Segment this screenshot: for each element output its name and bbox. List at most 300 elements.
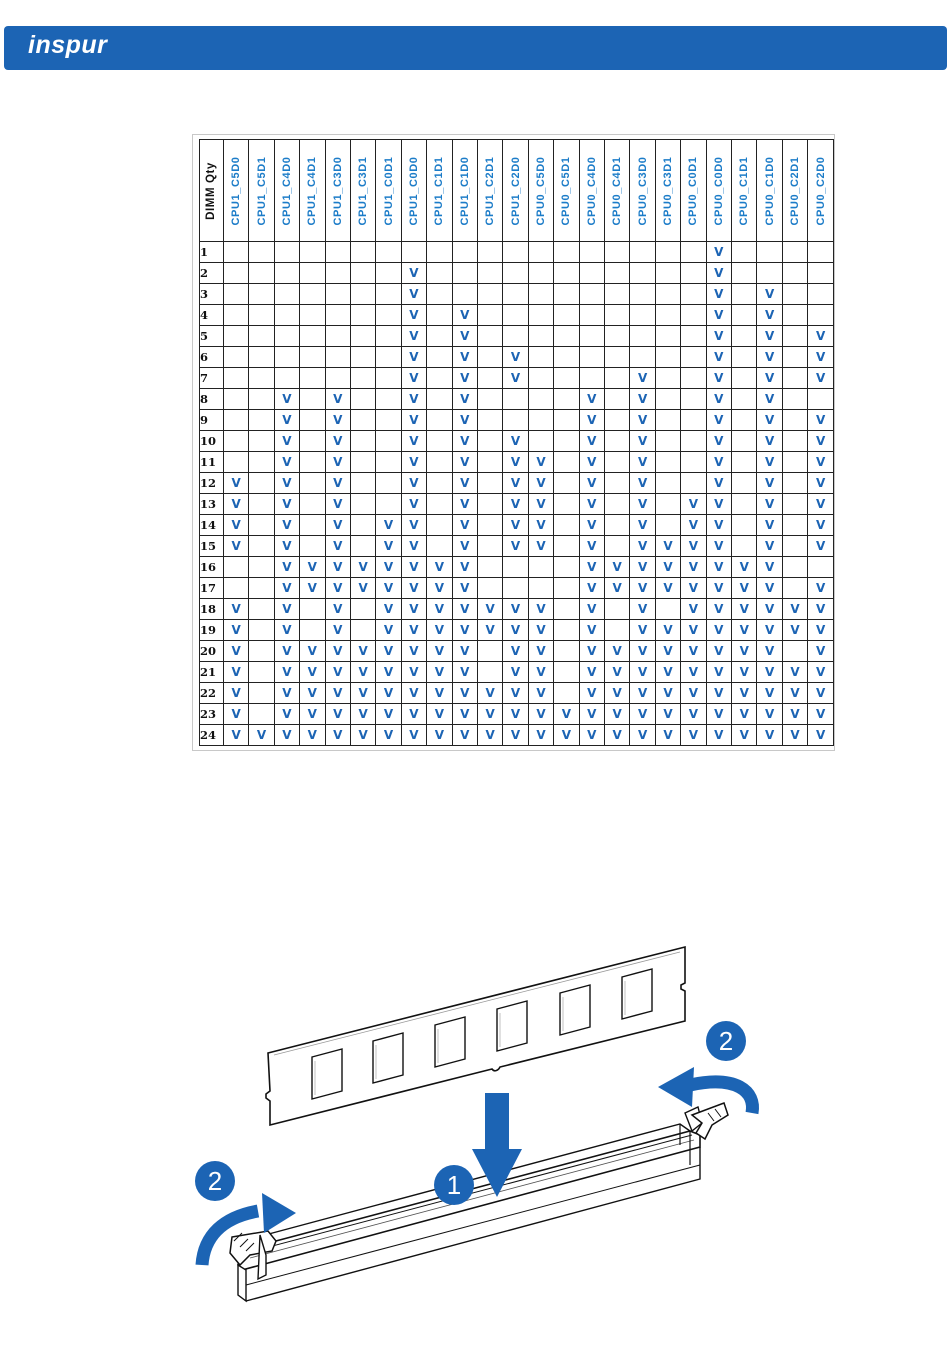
populated-check-mark: V: [655, 578, 680, 599]
empty-cell: [605, 368, 630, 389]
populated-check-mark: V: [427, 578, 452, 599]
populated-check-mark: V: [300, 704, 325, 725]
column-header: [782, 140, 807, 242]
empty-cell: [350, 515, 375, 536]
empty-cell: [554, 536, 579, 557]
empty-cell: [376, 326, 401, 347]
empty-cell: [249, 305, 274, 326]
empty-cell: [300, 494, 325, 515]
populated-check-mark: V: [427, 662, 452, 683]
populated-check-mark: V: [325, 557, 350, 578]
populated-check-mark: V: [630, 452, 655, 473]
populated-check-mark: V: [274, 389, 299, 410]
table-row: [200, 473, 834, 494]
populated-check-mark: V: [274, 578, 299, 599]
populated-check-mark: V: [706, 641, 731, 662]
populated-check-mark: V: [325, 473, 350, 494]
populated-check-mark: V: [376, 515, 401, 536]
empty-cell: [350, 431, 375, 452]
populated-check-mark: V: [706, 284, 731, 305]
empty-cell: [223, 452, 248, 473]
column-header-label: CPU0_C5D0: [534, 156, 547, 225]
populated-check-mark: V: [757, 347, 782, 368]
populated-check-mark: V: [274, 620, 299, 641]
populated-check-mark: V: [757, 599, 782, 620]
populated-check-mark: V: [630, 599, 655, 620]
empty-cell: [350, 305, 375, 326]
column-header-label: CPU1_C4D1: [306, 156, 319, 225]
table-row: [200, 683, 834, 704]
populated-check-mark: V: [579, 410, 604, 431]
populated-check-mark: V: [630, 494, 655, 515]
dimm-qty-cell: 2: [200, 263, 224, 284]
populated-check-mark: V: [223, 515, 248, 536]
populated-check-mark: V: [452, 305, 477, 326]
empty-cell: [274, 347, 299, 368]
empty-cell: [554, 368, 579, 389]
empty-cell: [452, 242, 477, 263]
empty-cell: [808, 284, 834, 305]
populated-check-mark: V: [782, 704, 807, 725]
empty-cell: [300, 431, 325, 452]
empty-cell: [376, 410, 401, 431]
populated-check-mark: V: [223, 641, 248, 662]
dimm-qty-cell: 21: [200, 662, 224, 683]
empty-cell: [605, 389, 630, 410]
populated-check-mark: V: [655, 536, 680, 557]
empty-cell: [732, 242, 757, 263]
empty-cell: [427, 515, 452, 536]
populated-check-mark: V: [274, 557, 299, 578]
empty-cell: [579, 368, 604, 389]
empty-cell: [427, 347, 452, 368]
populated-check-mark: V: [325, 641, 350, 662]
empty-cell: [401, 242, 426, 263]
table-row: [200, 389, 834, 410]
populated-check-mark: V: [223, 662, 248, 683]
empty-cell: [427, 431, 452, 452]
populated-check-mark: V: [630, 704, 655, 725]
populated-check-mark: V: [757, 662, 782, 683]
column-header-label: CPU0_C3D1: [662, 156, 675, 225]
populated-check-mark: V: [401, 452, 426, 473]
empty-cell: [427, 368, 452, 389]
empty-cell: [223, 326, 248, 347]
empty-cell: [452, 263, 477, 284]
populated-check-mark: V: [503, 662, 528, 683]
dimm-qty-cell: 5: [200, 326, 224, 347]
column-header: [274, 140, 299, 242]
empty-cell: [477, 494, 502, 515]
column-header: [427, 140, 452, 242]
populated-check-mark: V: [376, 578, 401, 599]
empty-cell: [630, 263, 655, 284]
empty-cell: [732, 389, 757, 410]
column-header: [223, 140, 248, 242]
populated-check-mark: V: [401, 431, 426, 452]
column-header: [376, 140, 401, 242]
populated-check-mark: V: [655, 620, 680, 641]
step-2-right-badge: [706, 1021, 746, 1061]
empty-cell: [605, 494, 630, 515]
populated-check-mark: V: [249, 725, 274, 746]
populated-check-mark: V: [325, 725, 350, 746]
empty-cell: [350, 494, 375, 515]
populated-check-mark: V: [376, 704, 401, 725]
empty-cell: [477, 389, 502, 410]
empty-cell: [300, 368, 325, 389]
populated-check-mark: V: [579, 452, 604, 473]
populated-check-mark: V: [579, 536, 604, 557]
populated-check-mark: V: [274, 431, 299, 452]
populated-check-mark: V: [274, 725, 299, 746]
empty-cell: [274, 368, 299, 389]
empty-cell: [427, 305, 452, 326]
table-row: [200, 368, 834, 389]
empty-cell: [681, 347, 706, 368]
empty-cell: [274, 284, 299, 305]
empty-cell: [300, 452, 325, 473]
populated-check-mark: V: [808, 431, 834, 452]
populated-check-mark: V: [452, 704, 477, 725]
empty-cell: [528, 305, 553, 326]
empty-cell: [630, 284, 655, 305]
column-header: [350, 140, 375, 242]
empty-cell: [274, 263, 299, 284]
populated-check-mark: V: [732, 557, 757, 578]
populated-check-mark: V: [274, 452, 299, 473]
populated-check-mark: V: [325, 599, 350, 620]
right-curved-arrowhead-icon: [658, 1067, 694, 1107]
column-header-label: CPU1_C2D1: [484, 156, 497, 225]
populated-check-mark: V: [630, 725, 655, 746]
empty-cell: [427, 410, 452, 431]
empty-cell: [655, 263, 680, 284]
populated-check-mark: V: [681, 725, 706, 746]
populated-check-mark: V: [706, 242, 731, 263]
populated-check-mark: V: [528, 662, 553, 683]
empty-cell: [477, 515, 502, 536]
empty-cell: [655, 431, 680, 452]
populated-check-mark: V: [757, 326, 782, 347]
empty-cell: [477, 263, 502, 284]
empty-cell: [782, 389, 807, 410]
empty-cell: [274, 242, 299, 263]
populated-check-mark: V: [757, 494, 782, 515]
populated-check-mark: V: [757, 410, 782, 431]
populated-check-mark: V: [757, 536, 782, 557]
dimm-qty-cell: 12: [200, 473, 224, 494]
populated-check-mark: V: [732, 683, 757, 704]
populated-check-mark: V: [452, 557, 477, 578]
populated-check-mark: V: [376, 536, 401, 557]
column-header-label: CPU1_C0D0: [407, 156, 420, 225]
populated-check-mark: V: [477, 599, 502, 620]
empty-cell: [605, 284, 630, 305]
populated-check-mark: V: [681, 683, 706, 704]
table-row: [200, 494, 834, 515]
populated-check-mark: V: [782, 620, 807, 641]
populated-check-mark: V: [706, 389, 731, 410]
populated-check-mark: V: [630, 620, 655, 641]
empty-cell: [681, 473, 706, 494]
empty-cell: [554, 326, 579, 347]
empty-cell: [554, 599, 579, 620]
column-header-label: CPU0_C4D1: [611, 156, 624, 225]
populated-check-mark: V: [427, 599, 452, 620]
empty-cell: [223, 284, 248, 305]
populated-check-mark: V: [223, 494, 248, 515]
empty-cell: [681, 431, 706, 452]
populated-check-mark: V: [655, 641, 680, 662]
dimm-qty-cell: 22: [200, 683, 224, 704]
populated-check-mark: V: [706, 305, 731, 326]
populated-check-mark: V: [808, 599, 834, 620]
empty-cell: [655, 368, 680, 389]
populated-check-mark: V: [274, 473, 299, 494]
empty-cell: [503, 410, 528, 431]
empty-cell: [528, 557, 553, 578]
empty-cell: [300, 263, 325, 284]
empty-cell: [325, 242, 350, 263]
populated-check-mark: V: [757, 368, 782, 389]
empty-cell: [554, 284, 579, 305]
populated-check-mark: V: [808, 515, 834, 536]
empty-cell: [300, 305, 325, 326]
populated-check-mark: V: [808, 578, 834, 599]
populated-check-mark: V: [325, 389, 350, 410]
column-header: [732, 140, 757, 242]
populated-check-mark: V: [757, 431, 782, 452]
populated-check-mark: V: [427, 557, 452, 578]
populated-check-mark: V: [350, 662, 375, 683]
dimm-population-table-frame: [192, 134, 835, 751]
populated-check-mark: V: [630, 578, 655, 599]
empty-cell: [681, 452, 706, 473]
dimm-installation-illustration: [180, 935, 780, 1315]
populated-check-mark: V: [350, 557, 375, 578]
column-header: [477, 140, 502, 242]
dimm-qty-header: [200, 140, 224, 242]
populated-check-mark: V: [223, 683, 248, 704]
populated-check-mark: V: [401, 578, 426, 599]
populated-check-mark: V: [300, 725, 325, 746]
empty-cell: [249, 347, 274, 368]
populated-check-mark: V: [401, 389, 426, 410]
dimm-qty-cell: 1: [200, 242, 224, 263]
column-header: [808, 140, 834, 242]
column-header: [528, 140, 553, 242]
populated-check-mark: V: [706, 452, 731, 473]
populated-check-mark: V: [706, 410, 731, 431]
svg-text:1: 1: [446, 1170, 462, 1200]
populated-check-mark: V: [579, 431, 604, 452]
empty-cell: [732, 368, 757, 389]
populated-check-mark: V: [452, 515, 477, 536]
column-header: [681, 140, 706, 242]
populated-check-mark: V: [503, 536, 528, 557]
populated-check-mark: V: [630, 641, 655, 662]
populated-check-mark: V: [732, 641, 757, 662]
populated-check-mark: V: [681, 515, 706, 536]
empty-cell: [655, 389, 680, 410]
populated-check-mark: V: [706, 347, 731, 368]
svg-text:2: 2: [718, 1026, 734, 1056]
populated-check-mark: V: [274, 410, 299, 431]
empty-cell: [300, 599, 325, 620]
empty-cell: [782, 368, 807, 389]
populated-check-mark: V: [528, 452, 553, 473]
populated-check-mark: V: [757, 725, 782, 746]
empty-cell: [655, 305, 680, 326]
table-row: [200, 326, 834, 347]
populated-check-mark: V: [579, 599, 604, 620]
column-header-label: CPU1_C0D1: [382, 156, 395, 225]
empty-cell: [732, 284, 757, 305]
empty-cell: [477, 641, 502, 662]
populated-check-mark: V: [706, 473, 731, 494]
empty-cell: [477, 347, 502, 368]
column-header: [554, 140, 579, 242]
populated-check-mark: V: [681, 557, 706, 578]
step-2-left-badge: [195, 1161, 235, 1201]
empty-cell: [528, 284, 553, 305]
empty-cell: [300, 347, 325, 368]
empty-cell: [300, 620, 325, 641]
populated-check-mark: V: [350, 641, 375, 662]
populated-check-mark: V: [503, 725, 528, 746]
populated-check-mark: V: [376, 683, 401, 704]
empty-cell: [782, 242, 807, 263]
empty-cell: [655, 494, 680, 515]
empty-cell: [350, 473, 375, 494]
populated-check-mark: V: [706, 326, 731, 347]
populated-check-mark: V: [630, 410, 655, 431]
empty-cell: [630, 347, 655, 368]
empty-cell: [732, 536, 757, 557]
populated-check-mark: V: [452, 368, 477, 389]
empty-cell: [427, 452, 452, 473]
empty-cell: [350, 620, 375, 641]
empty-cell: [249, 368, 274, 389]
populated-check-mark: V: [706, 494, 731, 515]
table-row: [200, 725, 834, 746]
table-row: [200, 578, 834, 599]
populated-check-mark: V: [706, 599, 731, 620]
populated-check-mark: V: [452, 599, 477, 620]
empty-cell: [376, 305, 401, 326]
empty-cell: [249, 284, 274, 305]
empty-cell: [503, 557, 528, 578]
populated-check-mark: V: [401, 305, 426, 326]
populated-check-mark: V: [223, 704, 248, 725]
empty-cell: [300, 389, 325, 410]
empty-cell: [554, 242, 579, 263]
empty-cell: [249, 599, 274, 620]
empty-cell: [630, 305, 655, 326]
empty-cell: [605, 305, 630, 326]
empty-cell: [477, 431, 502, 452]
empty-cell: [655, 410, 680, 431]
empty-cell: [782, 305, 807, 326]
empty-cell: [579, 284, 604, 305]
column-header-label: CPU1_C4D0: [280, 156, 293, 225]
populated-check-mark: V: [376, 557, 401, 578]
populated-check-mark: V: [605, 557, 630, 578]
populated-check-mark: V: [528, 473, 553, 494]
populated-check-mark: V: [757, 620, 782, 641]
empty-cell: [655, 347, 680, 368]
populated-check-mark: V: [630, 536, 655, 557]
empty-cell: [477, 662, 502, 683]
empty-cell: [528, 368, 553, 389]
populated-check-mark: V: [477, 725, 502, 746]
populated-check-mark: V: [427, 641, 452, 662]
empty-cell: [681, 242, 706, 263]
empty-cell: [782, 431, 807, 452]
empty-cell: [249, 536, 274, 557]
empty-cell: [300, 410, 325, 431]
empty-cell: [605, 263, 630, 284]
populated-check-mark: V: [732, 662, 757, 683]
table-row: [200, 242, 834, 263]
column-header: [757, 140, 782, 242]
table-row: [200, 515, 834, 536]
populated-check-mark: V: [528, 683, 553, 704]
empty-cell: [605, 515, 630, 536]
populated-check-mark: V: [452, 662, 477, 683]
table-header-row: [200, 140, 834, 242]
column-header-label: CPU1_C5D0: [230, 156, 243, 225]
empty-cell: [579, 242, 604, 263]
empty-cell: [477, 536, 502, 557]
column-header-label: CPU0_C0D1: [687, 156, 700, 225]
populated-check-mark: V: [223, 473, 248, 494]
populated-check-mark: V: [401, 662, 426, 683]
empty-cell: [732, 515, 757, 536]
populated-check-mark: V: [706, 578, 731, 599]
empty-cell: [249, 410, 274, 431]
populated-check-mark: V: [452, 473, 477, 494]
empty-cell: [782, 452, 807, 473]
populated-check-mark: V: [706, 431, 731, 452]
populated-check-mark: V: [274, 599, 299, 620]
empty-cell: [681, 368, 706, 389]
empty-cell: [605, 347, 630, 368]
column-header: [325, 140, 350, 242]
populated-check-mark: V: [274, 641, 299, 662]
populated-check-mark: V: [732, 620, 757, 641]
populated-check-mark: V: [706, 662, 731, 683]
table-row: [200, 536, 834, 557]
populated-check-mark: V: [579, 389, 604, 410]
populated-check-mark: V: [325, 515, 350, 536]
empty-cell: [300, 536, 325, 557]
column-header-label: CPU1_C2D0: [509, 156, 522, 225]
populated-check-mark: V: [528, 725, 553, 746]
empty-cell: [528, 410, 553, 431]
populated-check-mark: V: [325, 410, 350, 431]
populated-check-mark: V: [528, 704, 553, 725]
populated-check-mark: V: [376, 641, 401, 662]
populated-check-mark: V: [808, 620, 834, 641]
populated-check-mark: V: [528, 641, 553, 662]
populated-check-mark: V: [401, 725, 426, 746]
populated-check-mark: V: [427, 683, 452, 704]
empty-cell: [655, 284, 680, 305]
empty-cell: [300, 242, 325, 263]
empty-cell: [554, 410, 579, 431]
